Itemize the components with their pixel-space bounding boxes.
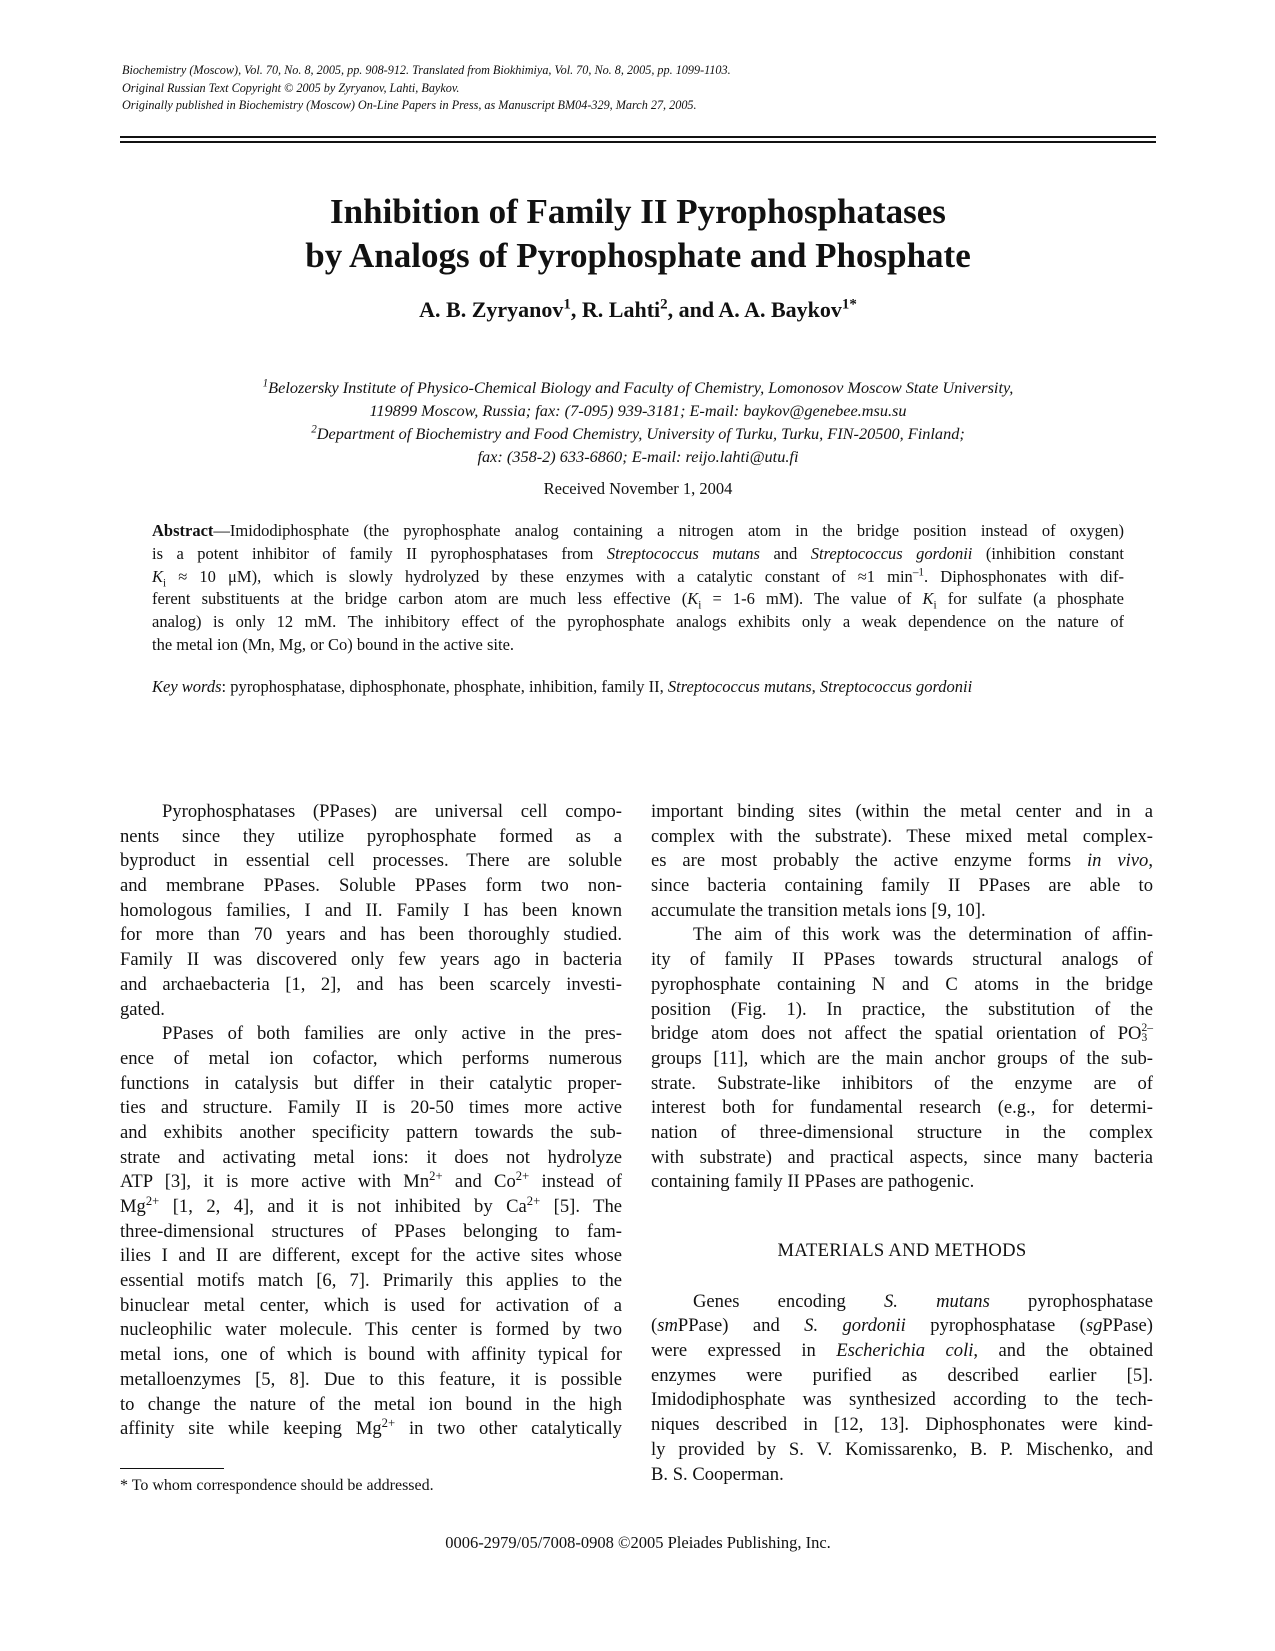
abstract-text: (inhibition constant [972,543,1125,563]
author-separator: , [570,297,582,322]
abstract-line [152,588,1124,611]
body-line [120,1170,622,1195]
body-line: Imidodiphosphate was synthesized according to the tech- [651,1389,1153,1411]
superscript: 2+ [145,1193,160,1208]
body-text: in two other catalytically [395,1418,622,1440]
body-line: niques described in [12, 13]. Diphosphonates were kind- [651,1414,1153,1436]
body-line: for more than 70 years and has been thoroughly studied. [120,924,622,946]
page-footer: 0006-2979/05/7008-0908 ©2005 Pleiades Publishing, Inc. [445,1533,831,1552]
superscript: 2+ [526,1193,541,1208]
header-rule-bottom [120,141,1156,143]
body-line: Family II was discovered only few years ago in bacteria [120,949,622,971]
body-text: PPase) and [677,1315,805,1337]
body-line: pyrophosphate containing N and C atoms in the bridge [651,973,1153,995]
affiliation-1-line-2: 119899 Moscow, Russia; fax: (7-095) 939-3181; E-mail: baykov@genebee.msu.su [369,401,907,420]
author-3-affil: 1* [841,296,857,313]
body-line [651,1022,1153,1047]
abstract-text: ≈ 10 μM), which is slowly hydrolyzed by these enzymes with a catalytic constant of ≈1 min [166,566,913,586]
italic-term: sg [1085,1315,1103,1337]
superscript: 2+ [429,1169,443,1184]
journal-header [122,62,1162,115]
author-1-affil: 1 [563,296,571,313]
body-line: accumulate the transition metals ions [9, 10]. [651,899,986,921]
body-line: The aim of this work was the determination of affin- [693,924,1153,946]
symbol: K [922,589,934,609]
copyright-line: Original Russian Text Copyright © 2005 by Zyryanov, Lahti, Baykov. [122,80,460,95]
symbol: K [687,589,699,609]
body-text: bridge atom does not affect the spatial orientation of PO [651,1023,1142,1045]
body-line: nucleophilic water molecule. This center is formed by two [120,1319,622,1341]
affiliation-text: Belozersky Institute of Physico-Chemical Biology and Faculty of Chemistry, Lomonosov Moscow State University, [268,378,1014,397]
body-line: to change the nature of the metal ion bound in the high [120,1393,622,1415]
subscript: i [698,599,702,612]
article-title [120,190,1156,278]
abstract-line: analog) is only 12 mM. The inhibitory effect of the pyrophosphate analogs exhibits only a weak dependence on the nature of [152,612,1124,632]
online-publication-line: Originally published in Biochemistry (Moscow) On-Line Papers in Press, as Manuscript BM04-329, March 27, 2005. [122,98,697,112]
superscript: –1 [912,566,925,579]
abstract-line [152,520,1124,543]
body-line [120,1195,622,1220]
body-text: pyrophosphatase ( [905,1315,1086,1337]
species-name: Streptococcus gordonii [819,677,973,696]
body-text: [5]. The [540,1196,622,1217]
body-column-right [651,800,1153,1487]
body-text: pyrophosphatase [989,1290,1153,1312]
affiliation-1-line-1 [120,376,1156,399]
body-line [120,1417,622,1442]
keywords-text: : pyrophosphatase, diphosphonate, phosphate, inhibition, family II, [221,677,668,696]
correspondence-footnote: * To whom correspondence should be addressed. [120,1477,434,1494]
body-text: ATP [3], it is more active with Mn [120,1171,430,1193]
body-line: PPases of both families are only active in the pres- [162,1023,622,1045]
author-separator: , and [667,297,719,322]
affiliation-2-line-2: fax: (358-2) 633-6860; E-mail: reijo.lahti@utu.fi [477,447,799,466]
body-line: ilies I and II are different, except for the active sites whose [120,1245,622,1267]
abstract-line: the metal ion (Mn, Mg, or Co) bound in the active site. [152,634,515,654]
abstract-text: and [759,543,811,563]
abstract-label: Abstract [152,521,214,540]
abstract-text: —Imidodiphosphate (the pyrophosphate analog containing a nitrogen atom in the bridge position instead of oxygen) [213,521,1124,540]
body-line: strate. Substrate-like inhibitors of the enzyme are of [651,1072,1153,1094]
charge-index [1141,1023,1153,1044]
body-line: important binding sites (within the metal center and in a [651,801,1153,822]
body-line: essential motifs match [6, 7]. Primarily this applies to the [120,1270,622,1292]
abstract-text: ferent substituents at the bridge carbon atom are much less effective ( [152,589,688,609]
body-column-left [120,800,622,1442]
abstract [152,520,1124,657]
superscript: 2+ [515,1169,530,1184]
body-text: and Co [442,1171,516,1193]
affiliation-text: Department of Biochemistry and Food Chemistry, University of Turku, Turku, FIN-20500, Finland; [316,424,965,443]
body-line: nents since they utilize pyrophosphate formed as a [120,825,622,847]
body-line: interest both for fundamental research (e.g., for determi- [651,1097,1153,1119]
body-line: position (Fig. 1). In practice, the substitution of the [651,998,1153,1020]
body-line: groups [11], which are the main anchor groups of the sub- [651,1047,1153,1069]
body-line: ity of family II PPases towards structural analogs of [651,949,1153,971]
body-line [651,849,1153,874]
body-line: metal ions, one of which is bound with affinity typical for [120,1344,622,1366]
body-line: strate and activating metal ions: it does not hydrolyze [120,1146,622,1168]
affiliations [120,376,1156,468]
subscript: 3 [1141,1031,1148,1044]
body-line: metalloenzymes [5, 8]. Due to this feature, it is possible [120,1368,622,1390]
body-line: B. S. Cooperman. [651,1463,784,1485]
abstract-text: for sulfate (a phosphate [936,589,1124,609]
section-heading: MATERIALS AND METHODS [777,1240,1027,1261]
superscript: 2+ [381,1416,396,1430]
subscript: i [933,599,937,612]
body-line: Pyrophosphatases (PPases) are universal cell compo- [162,801,622,822]
species-name: S. gordonii [804,1315,906,1337]
body-text: Mg [120,1196,146,1217]
species-name: Streptococcus mutans [606,543,760,563]
body-text: were expressed in [651,1340,837,1362]
species-name: Streptococcus mutans [667,677,812,696]
body-line: byproduct in essential cell processes. There are soluble [120,850,622,872]
body-line [651,1314,1153,1339]
species-name: Streptococcus gordonii [810,543,973,563]
affiliation-marker: 2 [311,423,317,436]
body-text: PPase) [1102,1315,1153,1337]
italic-term: sm [657,1315,678,1337]
body-text: affinity site while keeping Mg [120,1418,382,1440]
journal-citation-line: Biochemistry (Moscow), Vol. 70, No. 8, 2005, pp. 908-912. Translated from Biokhimiya, Vol. 70, No. 8, 2005, pp. 1099-1103. [122,63,731,77]
body-text: Genes encoding [693,1290,884,1312]
received-date: Received November 1, 2004 [543,479,733,498]
affiliation-marker: 1 [262,377,269,390]
body-line [651,1339,1153,1364]
header-rule-top [120,136,1156,138]
footnote-rule [120,1468,224,1469]
body-text: instead of [529,1171,622,1193]
body-text: [1, 2, 4], and it is not inhibited by Ca [159,1196,527,1217]
body-line: three-dimensional structures of PPases belonging to fam- [120,1220,622,1242]
body-line: gated. [120,998,165,1020]
body-line: and membrane PPases. Soluble PPases form two non- [120,875,622,897]
body-line: complex with the substrate). These mixed metal complex- [651,825,1153,847]
symbol: K [152,566,164,586]
abstract-line [152,566,1124,589]
body-text: es are most probably the active enzyme forms [651,850,1087,872]
body-line: ence of metal ion cofactor, which performs numerous [120,1047,622,1069]
abstract-line [152,543,1124,566]
body-line: and exhibits another specificity pattern towards the sub- [120,1121,622,1143]
affiliation-2-line-1 [120,422,1156,445]
body-line: containing family II PPases are pathogenic. [651,1171,975,1193]
abstract-text: is a potent inhibitor of family II pyrophosphatases from [152,543,607,563]
abstract-text: . Diphosphonates with dif- [924,566,1124,586]
body-line: homologous families, I and II. Family I has been known [120,899,622,921]
author-list [120,296,1156,324]
body-line: enzymes were purified as described earlier [5]. [651,1364,1153,1386]
keywords-label: Key words [152,677,222,696]
title-line-1: Inhibition of Family II Pyrophosphatases [330,192,946,231]
subscript: i [163,576,167,589]
body-line: since bacteria containing family II PPases are able to [651,875,1153,897]
body-text: , and the obtained [973,1340,1154,1362]
author-2: R. Lahti [581,297,661,322]
italic-term: in vivo [1086,850,1149,872]
keywords [152,676,1132,698]
body-line: ties and structure. Family II is 20-50 times more active [120,1097,622,1119]
keywords-separator: , [811,677,820,696]
title-line-2: by Analogs of Pyrophosphate and Phosphate [305,236,971,275]
author-1: A. B. Zyryanov [419,297,564,322]
species-name: Escherichia coli [836,1340,974,1362]
abstract-text: = 1-6 mM). The value of [701,589,923,609]
superscript: 2– [1141,1021,1153,1034]
body-line: nation of three-dimensional structure in the complex [651,1121,1153,1143]
body-line [651,1290,1153,1315]
body-line: functions in catalysis but differ in their catalytic proper- [120,1072,622,1094]
body-line: ly provided by S. V. Komissarenko, B. P. Mischenko, and [651,1438,1153,1460]
author-3: A. A. Baykov [718,297,842,322]
body-line: with substrate) and practical aspects, since many bacteria [651,1146,1153,1168]
body-line: binuclear metal center, which is used for activation of a [120,1294,622,1316]
body-line: and archaebacteria [1, 2], and has been scarcely investi- [120,973,622,995]
species-name: S. mutans [883,1290,990,1312]
body-text: ( [651,1315,658,1337]
author-2-affil: 2 [660,296,668,313]
body-text: , [1148,850,1153,872]
